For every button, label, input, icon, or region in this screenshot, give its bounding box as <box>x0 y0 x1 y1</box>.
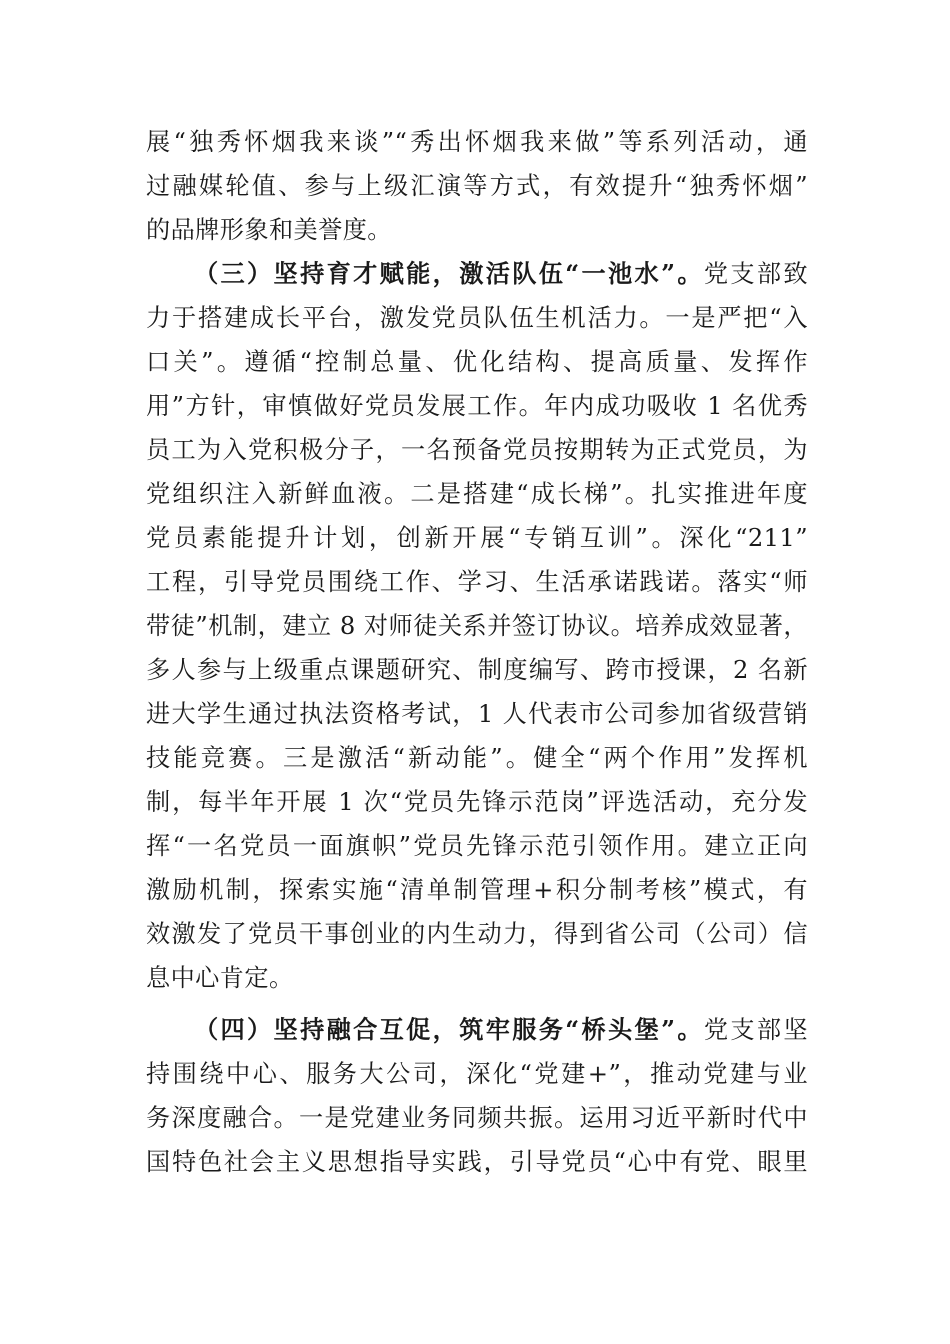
section-heading-line <box>194 1010 808 1050</box>
paragraph-line: 展“独秀怀烟我来谈”“秀出怀烟我来做”等系列活动，通 <box>146 128 808 156</box>
paragraph-line: 力于搭建成长平台，激发党员队伍生机活力。一是严把“入 <box>146 304 808 332</box>
paragraph-line: 进大学生通过执法资格考试，1 人代表市公司参加省级营销 <box>146 700 808 728</box>
paragraph-line: 带徒”机制，建立 8 对师徒关系并签订协议。培养成效显著， <box>146 612 808 640</box>
paragraph-line: 员工为入党积极分子，一名预备党员按期转为正式党员，为 <box>146 436 808 464</box>
paragraph-line: 挥“一名党员一面旗帜”党员先锋示范引领作用。建立正向 <box>146 832 808 860</box>
section-heading-line <box>194 254 808 294</box>
paragraph-line: 效激发了党员干事创业的内生动力，得到省公司（公司）信 <box>146 920 808 948</box>
paragraph-line: 工程，引导党员围绕工作、学习、生活承诺践诺。落实“师 <box>146 568 808 596</box>
paragraph-line: 国特色社会主义思想指导实践，引导党员“心中有党、眼里 <box>146 1148 808 1176</box>
paragraph-line: 息中心肯定。 <box>146 964 294 992</box>
paragraph-line: 用”方针，审慎做好党员发展工作。年内成功吸收 1 名优秀 <box>146 392 808 420</box>
paragraph-line: 党组织注入新鲜血液。二是搭建“成长梯”。扎实推进年度 <box>146 480 808 508</box>
paragraph-line: 过融媒轮值、参与上级汇演等方式，有效提升“独秀怀烟” <box>146 172 808 200</box>
section-heading: （三）坚持育才赋能，激活队伍“一池水”。 <box>194 259 704 288</box>
paragraph-line: 激励机制，探索实施“清单制管理+积分制考核”模式，有 <box>146 876 808 904</box>
paragraph-line: 务深度融合。一是党建业务同频共振。运用习近平新时代中 <box>146 1104 808 1132</box>
paragraph-line: 制，每半年开展 1 次“党员先锋示范岗”评选活动，充分发 <box>146 788 808 816</box>
paragraph-line: 多人参与上级重点课题研究、制度编写、跨市授课，2 名新 <box>146 656 808 684</box>
paragraph-line: 的品牌形象和美誉度。 <box>146 216 392 244</box>
paragraph-text: 党支部致 <box>703 260 808 288</box>
section-heading: （四）坚持融合互促，筑牢服务“桥头堡”。 <box>194 1015 704 1044</box>
paragraph-line: 党员素能提升计划，创新开展“专销互训”。深化“211” <box>146 524 808 552</box>
paragraph-line: 口关”。遵循“控制总量、优化结构、提高质量、发挥作 <box>146 348 808 376</box>
paragraph-text: 党支部坚 <box>703 1016 808 1044</box>
paragraph-line: 持围绕中心、服务大公司，深化“党建+”，推动党建与业 <box>146 1060 808 1088</box>
paragraph-line: 技能竞赛。三是激活“新动能”。健全“两个作用”发挥机 <box>146 744 808 772</box>
